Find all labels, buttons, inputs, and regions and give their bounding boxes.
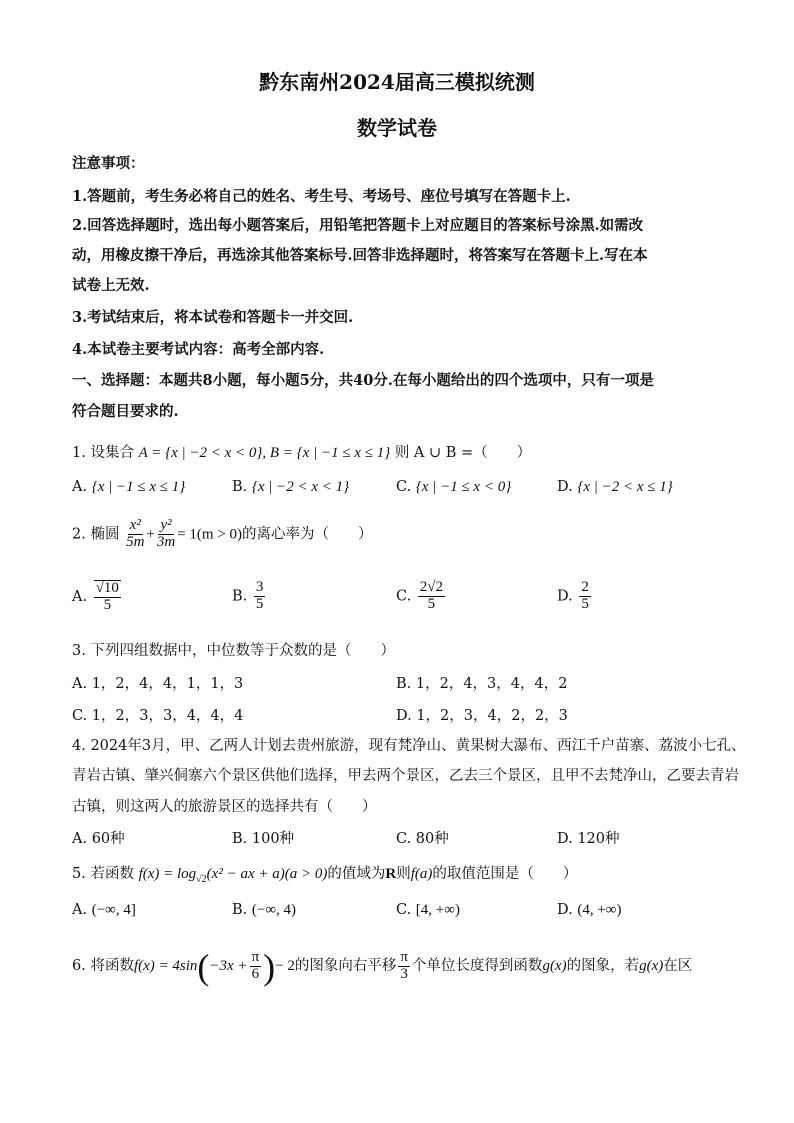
question-5-suffix: 的取值范围是（ ）: [432, 866, 578, 882]
question-5-option-b[interactable]: B. (−∞, 4): [232, 902, 297, 918]
question-2-suffix: 的离心率为（ ）: [242, 526, 373, 543]
question-2-fraction-y: $\frac{\text{y²}}{3m}$: [156, 517, 176, 550]
question-5-prefix: 5. 若函数: [72, 866, 134, 882]
question-5-option-c[interactable]: C. [4, +∞): [396, 902, 460, 918]
question-1-option-d[interactable]: D. {x | −2 < x ≤ 1}: [557, 479, 673, 495]
question-2-equation-rest: = 1(m > 0): [177, 526, 243, 543]
question-2-stem: 2. 椭圆 $\frac{\text{x²}}{5m}$ + $\frac{\text{y²}}{3m}$ = 1(m > 0)的离心率为（ ）: [72, 517, 373, 550]
question-5-stem: [72, 862, 577, 885]
question-5-mid-2: 则: [396, 866, 411, 882]
question-4-option-a[interactable]: A. 60种: [72, 831, 125, 847]
question-6-text-3: 的图象，若: [566, 958, 640, 974]
question-1-option-c[interactable]: C. {x | −1 ≤ x < 0}: [396, 479, 512, 495]
exam-subtitle: 数学试卷: [357, 116, 437, 140]
notice-item-4: 4.本试卷主要考试内容：高考全部内容.: [72, 341, 325, 358]
question-2-fraction-x: $\frac{\text{x²}}{5m}$: [126, 517, 145, 550]
notice-item-2-line-1: 2.回答选择题时，选出每小题答案后，用铅笔把答题卡上对应题目的答案标号涂黑.如需改: [72, 217, 644, 234]
question-6-stem: [72, 946, 722, 988]
question-4-option-c[interactable]: C. 80种: [396, 831, 449, 847]
question-1-set-a: A = {x | −2 < x < 0}: [138, 445, 263, 461]
question-4-line-1: 4. 2024年3月，甲、乙两人计划去贵州旅游，现有梵净山、黄果树大瀑布、西江千户苗寨、荔波小七孔、: [72, 738, 746, 754]
exam-title: 黔东南州2024届高三模拟统测: [259, 70, 535, 94]
notice-item-1: 1.答题前，考生务必将自己的姓名、考生号、考场号、座位号填写在答题卡上.: [72, 188, 571, 205]
question-6-function-right: − 2: [275, 958, 295, 974]
section-heading-line-1: 一、选择题：本题共8小题，每小题5分，共40分.在每小题给出的四个选项中，只有一项是: [72, 372, 654, 389]
question-1-stem: 1. 设集合 A = {x | −2 < x < 0}, B = {x | −1 ≤ x ≤ 1} 则 A ∪ B =（ ）: [72, 445, 532, 461]
question-1-suffix: 则 A ∪ B =（ ）: [394, 445, 532, 461]
question-5-mid: 的值域为: [327, 866, 386, 882]
question-4-line-3: 古镇，则这两人的旅游景区的选择共有（ ）: [72, 799, 377, 815]
right-paren-icon: ): [263, 947, 276, 987]
question-6-inner: −3x +: [209, 958, 248, 974]
question-4-option-b[interactable]: B. 100种: [232, 831, 295, 847]
notice-item-2-line-2: 动，用橡皮擦干净后，再选涂其他答案标号.回答非选择题时，将答案写在答题卡上.写在本: [72, 247, 648, 264]
question-5-option-d[interactable]: D. (4, +∞): [557, 902, 622, 918]
question-2-option-b[interactable]: B. $\frac{3}{5}$: [232, 579, 264, 612]
question-5-function: f(x) = log: [138, 866, 197, 882]
question-3-stem: 3. 下列四组数据中，中位数等于众数的是（ ）: [72, 643, 395, 659]
question-3-option-c[interactable]: C. 1，2，3，3，4，4，4: [72, 708, 244, 724]
question-2-option-c[interactable]: C. $\frac{2√2}{5}$: [396, 579, 444, 612]
question-6-gx: g(x): [542, 958, 567, 974]
question-5-real-set: R: [385, 866, 397, 882]
question-5-log-base: √2: [196, 873, 207, 885]
notice-heading: 注意事项：: [72, 155, 145, 172]
notice-item-2-line-3: 试卷上无效.: [72, 277, 150, 294]
question-1-set-b: B = {x | −1 ≤ x ≤ 1}: [269, 445, 391, 461]
question-1-option-b[interactable]: B. {x | −2 < x < 1}: [232, 479, 350, 495]
question-3-option-d[interactable]: D. 1，2，3，4，2，2，3: [396, 708, 568, 724]
question-4-option-d[interactable]: D. 120种: [557, 831, 620, 847]
question-3-option-a[interactable]: A. 1，2，4，4，1，1，3: [72, 676, 244, 692]
question-6-text-4: 在区: [663, 958, 693, 974]
left-paren-icon: (: [197, 947, 210, 987]
question-6-text-1: 的图象向右平移: [294, 958, 397, 974]
question-5-argument: (x² − ax + a)(a > 0): [206, 866, 328, 882]
question-6-text-2: 个单位长度得到函数: [411, 958, 543, 974]
question-6-shift: $\frac{\pi}{3}$: [400, 948, 408, 982]
section-heading-line-2: 符合题目要求的.: [72, 403, 179, 420]
question-6-prefix: 6. 将函数: [72, 958, 134, 974]
question-2-option-d[interactable]: D. $\frac{2}{5}$: [557, 579, 589, 612]
question-1-prefix: 1. 设集合: [72, 445, 134, 461]
question-4-line-2: 青岩古镇、肇兴侗寨六个景区供他们选择，甲去两个景区，乙去三个景区，且甲不去梵净山，乙要去青岩: [72, 768, 739, 784]
question-2-prefix: 2. 椭圆: [72, 526, 120, 543]
question-6-pi-over-6: $\frac{\pi}{6}$: [251, 948, 260, 982]
question-1-option-a[interactable]: A. {x | −1 ≤ x ≤ 1}: [72, 479, 186, 495]
question-5-fa: f(a): [410, 866, 433, 882]
question-6-function-left: f(x) = 4sin: [133, 958, 198, 974]
question-3-option-b[interactable]: B. 1，2，4，3，4，4，2: [396, 676, 568, 692]
notice-item-3: 3.考试结束后，将本试卷和答题卡一并交回.: [72, 309, 354, 326]
question-6-gx-2: g(x): [639, 958, 664, 974]
question-5-option-a[interactable]: A. (−∞, 4]: [72, 902, 136, 918]
question-2-option-a[interactable]: A. $\frac{√10}{5}$: [72, 580, 119, 613]
